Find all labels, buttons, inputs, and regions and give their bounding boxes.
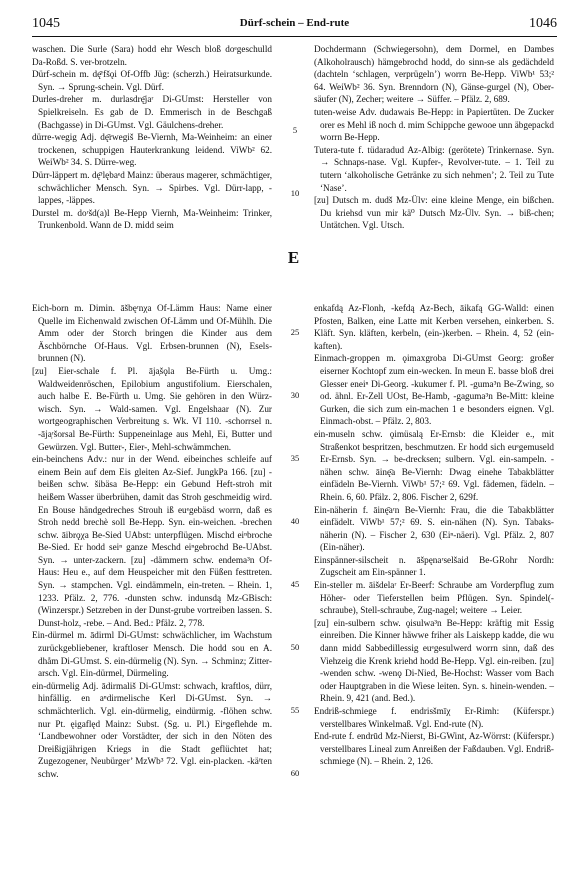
entry: ein-dürmelig Adj. ādirmališ Di-GUmst: schwach, kraftlos, dürr, hinfällig. en aⁿdirmelische Kerl Di-GUmst. Syn. → schmächterlich. Vgl. ein-dürmelig, eindürmig. -flöhen schw. nur Pt. ęigaflęd Mainz: Subst. (Sg. u. Pl.) Eiⁿgeflehde m. ‘Landbewohner oder Vorstädter, der sich in den Nöten des Dreißigjährigen Kriegs in die Stadt geflüchtet hat; Zugezogener, Neubürger’ MzWb³ 72. Vgl. ein-placken. -käᶠten schw.: [32, 680, 272, 779]
line-number: 30: [290, 390, 300, 400]
page-header: [32, 16, 557, 36]
line-number: 10: [290, 188, 300, 198]
bottom-right-column: [314, 302, 554, 768]
entry: End-rute f. endrūd Mz-Nierst, Bi-GWint, Az-Wörrst: (Küferspr.) verstellbares Lineal zum Anreißen der Faßdauben. Vgl. Endriß-schmiege (N). – Rhein. 2, 126.: [314, 731, 554, 767]
header-title: Dürf-schein – End-rute: [239, 17, 350, 29]
line-number: 55: [290, 705, 300, 715]
entry: Einspänner-silscheit n. āšpęnaʳselšaid Be-GRohr Nordh: Zugscheit am Ein-spänner 1.: [314, 554, 554, 578]
entry: [zu] ein-sulbern schw. ǫisulwa³n Be-Hepp: kräftig mit Essig einreiben. Die Kinner häwwe friher als Laiskepp kadde, die wu dann midd Sabbedillessig euᵉgesulwerd worrn sinn, daß des Viehzeig die Krenk kriehd hodd Be-Hepp. Vgl. ein-reiben. [zu] -wenden schw. -wenǫ Di-Nied, Be-Hochst: Wasser vom Bach oder Hauptgraben in die Wiese leiten. Syn. s. hinein-wenden. – Rhein. 9, 421 (and. Bed.).: [314, 617, 554, 704]
entry: Eich-born m. Dimin. āšbęʳnχa Of-Lämm Haus: Name einer Quelle im Eichenwald zwischen Of-Lämm und Of-Mühlh. Die Amm oder der Storch bringen die Kinder aus dem Äschbörnche Of-Haus. Vgl. Erbsen-brunnen (N), Esels-brunnen (N).: [32, 303, 272, 364]
entry: ein-museln schw. ǫimüsalą Er-Ernsb: die Kleider e., mit Straßenkot bespritzen, beschmutzen. Er hodd sich euᵉgemuseld Er-Ernsb. Syn. → be-drecksen; sulbern. Vgl. ein-sampeln. -nähen schw. āinę̄a Be-Viernh: Dwag einehe Tabakblätter einfädeln Be-Viernh. ViWb¹ 57;² 69. Vgl. fädemen, fädeln. – Rhein. 6, 60. Pfälz. 2, 806. Fischer 2, 629f.: [314, 428, 554, 502]
line-number: 50: [290, 642, 300, 652]
entry: ein-beinchens Adv.: nur in der Wend. eibeinches schleife auf einem Bein auf dem Eis gleiten Az-Sief. JungkPa 166. [zu] -beißen schw. šibäsa Be-Hepp: ein Gebund Heft-stroh mit heißem Wasser überbrühen, damit das Stroh geschmeidig wird. En Bouse händgedreches Strouh iß euᵉgebäsd worrn, daß es Stroh nedd brechè soll Be-Hepp. Syn. ein-weichen. -brechen schw. āibrǫχa Be-Sied UAbst: unterpflügen. Mischd eiⁿbroche Be-Sied. Er hodd seiⁿ ganze Meschd eiⁿgebrochd Be-UAbst. Syn. → unter-zackern. [zu] -dämmern schw. endema³n Of-Haus: Heu e., auf dem Heuspeicher mit den Füßen festtreten. Syn. → stampchen. Vgl. eindämmeln, ein-treten. – Rhein. 1, 1233. Pfälz. 2, 776. -dunsten schw. indunsdą Mz-GBisch: (Winzerspr.) Setzreben in der Dunst-grube vortreiben lassen. S. Dunst-holz, -rebe. – And. Bed.: Pfälz. 2, 778.: [32, 454, 272, 628]
line-number: 60: [290, 768, 300, 778]
header-rule: [32, 36, 557, 37]
entry: Dochdermann (Schwiegersohn), dem Dormel, en Dambes (Alkoholrausch) hämgebrochd hodd, do sinn-se als gedächdeld (dachteln ‘schlagen, verprügeln’) worrn Be-Hepp. ViWb¹ 53;² 64. WeiWb² 36. Syn. Brenndorn (N), Gänse-gurgel (N), Ober-säufer (N), Zecher; weitere → Süffer. – Pfälz. 2, 689.: [314, 44, 554, 105]
entry: Ein-näherin f. āinę̄aʳn Be-Viernh: Frau, die die Tabakblätter einfädelt. ViWb¹ 57;² 69. S. ein-nähen (N). Syn. Tabaks-näherin (N). – Fischer 2, 630 (Eiⁿ-näeri). Vgl. Pfälz. 2, 807 (Ein-näher).: [314, 504, 554, 553]
entry: waschen. Die Surle (Sara) hodd ehr Wesch bloß doᵉgeschulld Da-Roßd. S. ver-brotzeln.: [32, 44, 272, 67]
line-number: 40: [290, 516, 300, 526]
top-right-column: [314, 43, 554, 232]
entry: Ein-steller m. āišdelaʳ Er-Beerf: Schraube am Vorderpflug zum Höher- oder Tieferstellen beim Pflügen. Syn. Spindel(-schraube), Stell-schraube, Zug-nagel; weitere → Leier.: [314, 580, 554, 616]
top-left-column: [32, 43, 272, 232]
entry: Dürf-schein m. dę̄ʳfšǫi Of-Offb Jüg: (scherzh.) Heiratsurkunde. Syn. → Sprung-schein. Vgl. Dürf.: [32, 69, 272, 92]
bottom-left-column: [32, 302, 272, 781]
section-letter: E: [287, 248, 300, 267]
entry: [zu] Eier-schale f. Pl. āja̜šǫla Be-Fürth u. Umg.: Waldweidenröschen, Epilobium angustifolium. Eierschalen, auch halbe E. Be-Fürth u. Umg. Sie gehören in den Würz-wisch. Syn. → Wald-samen. Vgl. Engelshaar (N). Zur wortgeographischen Verbreitung s. Wk. VI 110. -schorrsel n. -āja̜ʳšorsal Be-Fürth: Suppeneinlage aus Mehl, Ei, Butter und Gewürzen. Vgl. Butter-, Eier-, Mehl-schwämmchen.: [32, 365, 272, 452]
line-number: 35: [290, 453, 300, 463]
entry: Endriß-schmiege f. endrisšmīχ Er-Rimh: (Küferspr.) verstellbares Winkelmaß. Vgl. End-rute (N).: [314, 706, 554, 729]
entry: Ein-dürmel m. ādirml Di-GUmst: schwächlicher, im Wachstum zurückgebliebener, kraftloser Mensch. Die hodd sou en A. dhåm Di-GUmst. S. ein-dürmelig (N). Syn. → Schminz; Zitter-arsch. Vgl. Ein-dürmel, Dürmeling.: [32, 630, 272, 679]
entry: Durles-dreher m. durlasdrę̄jaʳ Di-GUmst: Hersteller von Spielkreiseln. Es gab de D. Emmerisch in de Beschgaß (Bachgasse) in Di-GUmst. Vgl. Gäulchens-dreher.: [32, 94, 272, 130]
page-number-left: 1045: [32, 16, 60, 31]
entry: dürre-wegig Adj. dę̄rwegiš Be-Viernh, Ma-Weinheim: an einer trockenen, schuppigen Hauterkrankung leidend. ViWb² 62. WeiWb² 34. S. Dürre-weg.: [32, 132, 272, 168]
entry: tuten-weise Adv. dudawais Be-Hepp: in Papiertüten. De Zucker orer es Mehl iß noch d. mim Schippche gewooe unn äbgepackd worrn Be-Hepp.: [314, 106, 554, 143]
entry: enkafdą Az-Flonh, -kefdą Az-Bech, āikafą GG-Walld: einen Pfosten, Balken, eine Latte mit Kerben versehen, einkerben. S. Kläft. Syn. kläften, kerbeln, (ein-)kerben. – Rhein. 4, 52 (ein-kaften).: [314, 303, 554, 351]
page-number-right: 1046: [529, 16, 557, 31]
line-number: 5: [292, 125, 298, 135]
entry: [zu] Dutsch m. dudš Mz-Ülv: eine kleine Menge, ein bißchen. Du kriehsd vun mir kä⁰ Dutsch Mz-Ülv. Syn. → biß-chen; Untätchen. Vgl. Utsch.: [314, 195, 554, 231]
entry: Tutera-tute f. tüdaradud Az-Albig: (gerötete) Trinkernase. Syn. → Schnaps-nase. Vgl. Kupfer-, Revolver-tute. – 1. Teil zu tutern ‘alkoholische Getränke zu sich nehmen’; 2. Teil zu Tute ‘Nase’.: [314, 144, 554, 193]
entry: Durstel m. doʳšd(a)l Be-Hepp Viernh, Ma-Weinheim: Trinker, Trunkenbold. Wann de D. midd seim: [32, 207, 272, 231]
entry: Dürr-läppert m. dę̄ʳlębaᵉd Mainz: überaus magerer, schmächtiger, schwächlicher Mensch. Syn. → Spirbes. Vgl. Dürr-lapp, -lappes, -läppes.: [32, 169, 272, 206]
line-number: 25: [290, 327, 300, 337]
line-number: 45: [290, 579, 300, 589]
entry: Einmach-groppen m. ǫimaxgroba Di-GUmst Georg: großer eiserner Kochtopf zum ein-wecken. In meun E. basse bloß drei Glesser eneiⁿ Di-Georg. -kukumer f. Pl. -guma³n Be-Zwing, so od. ähnl. Er-Zell UOst, Be-Hamb, -gaguma³n Be-Mitt: kleine Gurken, die sich zum ein-machen 1 e besonders eignen. Vgl. Einmach-obst. – Pfälz. 2, 803.: [314, 353, 554, 427]
